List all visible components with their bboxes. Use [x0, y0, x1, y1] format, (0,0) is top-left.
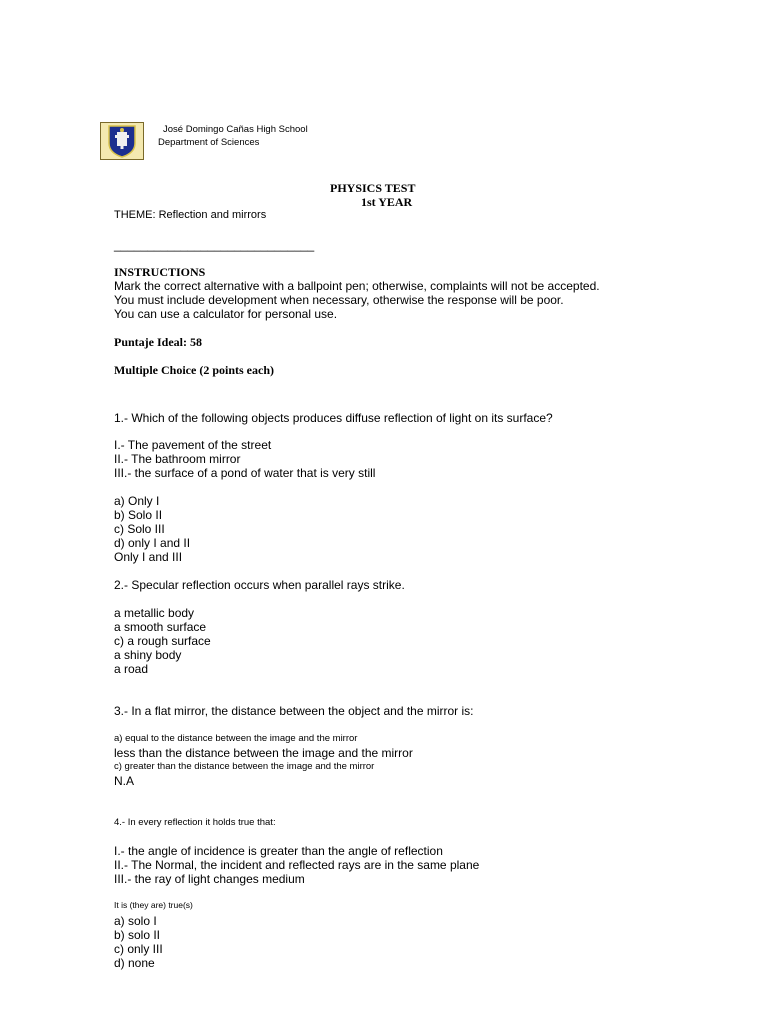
answer-option: a shiny body: [114, 648, 182, 662]
answer-option: b) solo II: [114, 928, 161, 942]
question-1-statements: [114, 438, 375, 480]
instruction-line: You must include development when necessary, otherwise the response will be poor.: [114, 293, 564, 307]
answer-option: a smooth surface: [114, 620, 207, 634]
ideal-score: Puntaje Ideal: 58: [114, 335, 202, 349]
question-4-statements: [114, 844, 479, 886]
answer-option: Only I and III: [114, 550, 183, 564]
answer-option: c) only III: [114, 942, 163, 956]
question-2-options: [114, 606, 211, 676]
theme-line: THEME: Reflection and mirrors: [114, 209, 267, 221]
statement: I.- The pavement of the street: [114, 438, 272, 452]
answer-option: a metallic body: [114, 606, 195, 620]
answer-option: d) only I and II: [114, 536, 191, 550]
question-1-options: [114, 494, 190, 564]
instruction-line: You can use a calculator for personal use.: [114, 307, 338, 321]
statement: II.- The Normal, the incident and reflected rays are in the same plane: [114, 858, 480, 872]
answer-option: a road: [114, 662, 149, 676]
department-name: Department of Sciences: [158, 137, 260, 148]
statement: II.- The bathroom mirror: [114, 452, 241, 466]
school-crest-icon: [100, 122, 144, 160]
question-4-options: [114, 914, 163, 970]
question-1-text: 1.- Which of the following objects produces diffuse reflection of light on its surface?: [114, 411, 553, 425]
answer-option: c) Solo III: [114, 522, 165, 536]
answer-option: b) Solo II: [114, 508, 163, 522]
question-4-prompt: It is (they are) true(s): [114, 900, 193, 910]
name-blank-line: ______________________________: [114, 238, 315, 252]
instruction-line: Mark the correct alternative with a ballpoint pen; otherwise, complaints will not be accepted.: [114, 279, 600, 293]
answer-option: c) greater than the distance between the image and the mirror: [114, 761, 375, 772]
test-title: PHYSICS TEST: [330, 181, 416, 195]
instructions-body: [114, 279, 600, 321]
answer-option: a) equal to the distance between the image and the mirror: [114, 733, 358, 744]
section-heading: Multiple Choice (2 points each): [114, 363, 274, 377]
school-name: José Domingo Cañas High School: [163, 124, 308, 135]
answer-option: a) solo I: [114, 914, 157, 928]
statement: I.- the angle of incidence is greater than the angle of reflection: [114, 844, 443, 858]
answer-option: c) a rough surface: [114, 634, 211, 648]
test-year: 1st YEAR: [361, 195, 413, 209]
answer-option: less than the distance between the image and the mirror: [114, 746, 413, 760]
statement: III.- the surface of a pond of water that is very still: [114, 466, 376, 480]
question-4-text: 4.- In every reflection it holds true that:: [114, 817, 276, 828]
answer-option: N.A: [114, 774, 135, 788]
instructions-heading: INSTRUCTIONS: [114, 265, 206, 279]
question-3-text: 3.- In a flat mirror, the distance between the object and the mirror is:: [114, 704, 474, 718]
answer-option: a) Only I: [114, 494, 160, 508]
answer-option: d) none: [114, 956, 155, 970]
statement: III.- the ray of light changes medium: [114, 872, 305, 886]
question-2-text: 2.- Specular reflection occurs when parallel rays strike.: [114, 578, 405, 592]
